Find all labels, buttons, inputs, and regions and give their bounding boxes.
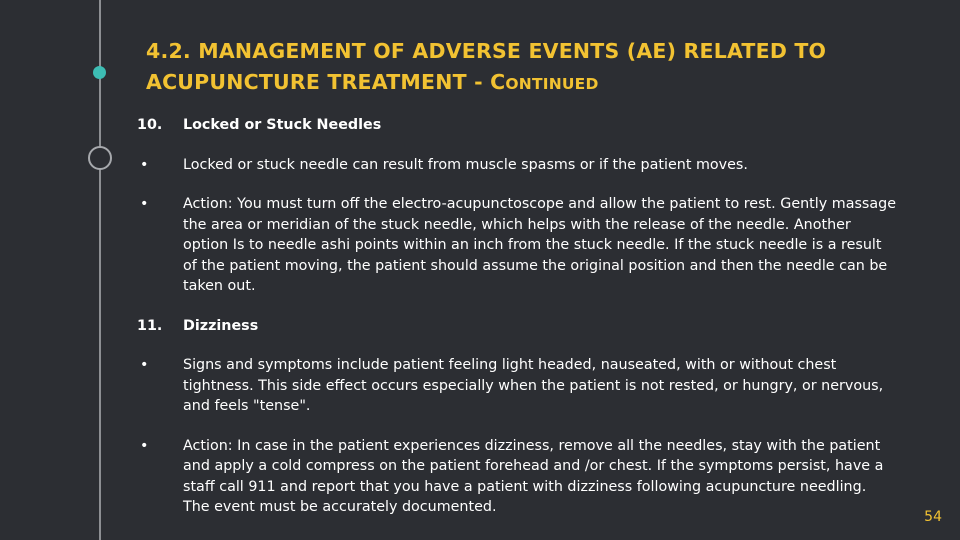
- section-heading: [137, 316, 897, 337]
- section-heading: [137, 115, 897, 136]
- bullet-item: [137, 355, 897, 417]
- bullet-icon: •: [140, 437, 149, 454]
- slide-title: [146, 36, 906, 100]
- bullet-text: Signs and symptoms include patient feeling light headed, nauseated, with or without chest tightness. This side effect occurs especially when the patient is not rested, or hungry, or nervous, and feels "tense".: [183, 357, 884, 414]
- section-title: Dizziness: [183, 317, 259, 334]
- bullet-text: Action: You must turn off the electro-acupunctoscope and allow the patient to rest. Gently massage the area or meridian of the stuck needle, which helps with the release of the needle. Another option Is to needle ashi points within an inch from the stuck needle. If the stuck needle is a result of the patient moving, the patient should assume the original position and then the needle can be taken out.: [183, 196, 896, 294]
- bullet-icon: •: [140, 156, 149, 173]
- bullet-icon: •: [140, 357, 149, 373]
- bullet-text: Locked or stuck needle can result from muscle spasms or if the patient moves.: [183, 156, 748, 173]
- timeline-dot-hollow: [88, 146, 112, 170]
- timeline-dot-active: [93, 66, 106, 79]
- bullet-icon: •: [140, 196, 149, 212]
- title-line-2: ACUPUNCTURE TREATMENT - CONTINUED: [146, 70, 599, 94]
- page-number: 54: [924, 509, 942, 525]
- title-line-1: 4.2. MANAGEMENT OF ADVERSE EVENTS (AE) RELATED TO: [146, 39, 827, 63]
- bullet-item: [137, 194, 897, 297]
- section-number: 11.: [137, 317, 163, 334]
- bullet-item: [137, 436, 897, 518]
- section-title: Locked or Stuck Needles: [183, 117, 382, 133]
- slide-content: [137, 115, 897, 518]
- bullet-item: [137, 155, 897, 176]
- section-number: 10.: [137, 117, 163, 133]
- bullet-text: Action: In case in the patient experiences dizziness, remove all the needles, stay with the patient and apply a cold compress on the patient forehead and /or chest. If the symptoms persist, have a staff call 911 and report that you have a patient with dizziness following acupuncture needling. The event must be accurately documented.: [183, 437, 884, 515]
- timeline-line: [99, 0, 101, 540]
